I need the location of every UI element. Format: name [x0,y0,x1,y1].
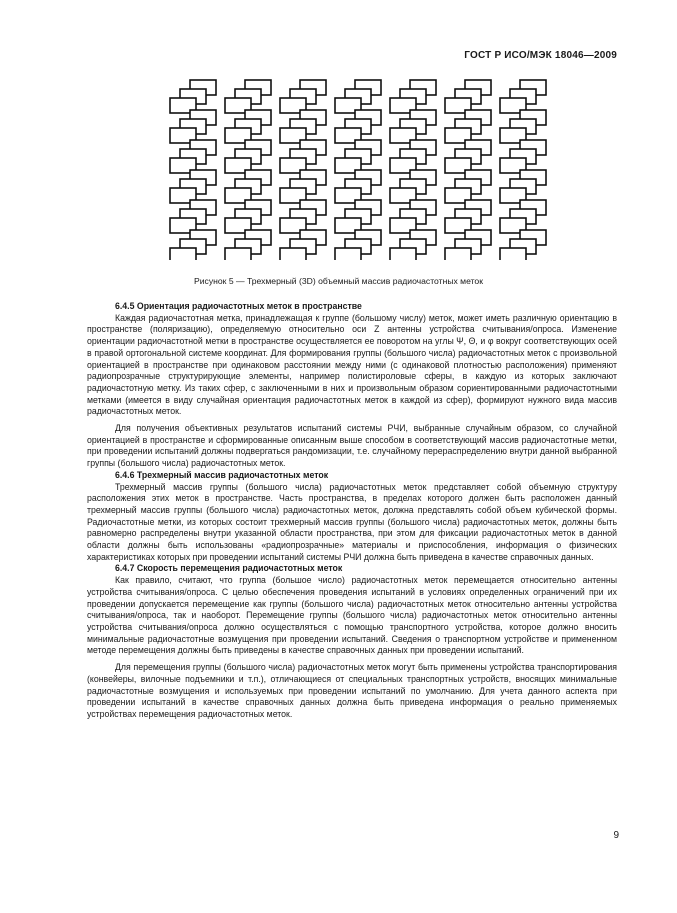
section-heading-6-4-7: 6.4.7 Скорость перемещения радиочастотных меток [115,563,343,574]
rfid-tag-box [335,248,361,260]
paragraph: Для перемещения группы (большого числа) радиочастотных меток могут быть применены устройства транспортирования (конвейеры, вилочные подъемники и т.п.), отличающиеся от специальных транспортных устройств, вносящих минимальные радиочастотные возмущения и используемых при проведении испытаний по умолчанию. Для учета данного аспекта при проведении испытаний в качестве справочных данных должна быть приведена информация о реально применяемых устройствах перемещения радиочастотных меток. [87,662,617,719]
rfid-tag-box [500,248,526,260]
tag-array-figure [168,78,550,260]
tag-array-diagram [168,78,550,260]
section-heading-6-4-5: 6.4.5 Ориентация радиочастотных меток в пространстве [115,301,362,311]
rfid-tag-box [445,248,471,260]
paragraph: Для получения объективных результатов испытаний системы РЧИ, выбранные случайным образом, со случайной ориентацией в пространстве и сформированные описанным выше способом в соответствующий массив радиочастотные метки, при проведении испытаний должны подвергаться рандомизации, т.е. случайному перераспределению внутри данной выбранной группы (большого числа) радиочастотных меток. [87,423,617,469]
paragraph: Каждая радиочастотная метка, принадлежащая к группе (большому числу) меток, может иметь различную ориентацию в пространстве (поляризацию), определяемую относительно оси Z антенны устройства считывания/опроса. Изменение ориентации радиочастотной метки в пространстве осуществляется ее поворотом на углы Ψ, Θ, и φ вокруг соответствующих осей в правой ортогональной системе координат. Для формирования группы (большого числа) радиочастотных меток с произвольной ориентацией в пространстве при одинаковом расстоянии между ними (с одинаковой плотностью расположения) применяют радиопрозрачные структурирующие элементы, например полистироловые сферы, в каждую из которых заключают радиочастотную метку. Из таких сфер, с заключенными в них и произвольным образом сориентированными радиочастотными метками (имеется в виду случайная ориентация радиочастотных меток в каждой из сфер), формируют нужного вида массив радиочастотных меток. [87,312,617,417]
paragraph: Трехмерный массив группы (большого числа) радиочастотных меток представляет собой объемную структуру расположения этих меток в пространстве. Часть пространства, в пределах которого должен быть расположен данный трехмерный массив группы (большого числа) радиочастотных меток, должна представлять собой объем кубической формы. Радиочастотные метки, из которых состоит трехмерный массив группы (большого числа) радиочастотных меток, должны быть равномерно распределены внутри указанной области пространства, при этом для фиксации радиочастотных меток в данной области должны быть использованы «радиопрозрачные» материалы и приспособления, информация о физических характеристиках которых при проведении испытаний системы РЧИ должна быть приведена в качестве справочных данных. [87,481,617,562]
document-header: ГОСТ Р ИСО/МЭК 18046—2009 [464,50,617,61]
rfid-tag-box [170,248,196,260]
page-number: 9 [613,830,619,841]
rfid-tag-box [225,248,251,260]
body-text [87,301,617,721]
section-heading-6-4-6: 6.4.6 Трехмерный массив радиочастотных меток [115,469,329,480]
rfid-tag-box [390,248,416,260]
paragraph: Как правило, считают, что группа (большое число) радиочастотных меток перемещается относительно антенны устройства считывания/опроса. С целью обеспечения проведения испытаний в условиях определенных ограничений при их проведении допускается перемещение как группы (большого числа) радиочастотных меток относительно антенны устройства считывания/опроса, так и наоборот. Перемещение группы (большого числа) радиочастотных меток относительно антенны устройства считывания/опроса должно осуществляться с помощью транспортного устройства, которое должно вносить минимальные радиочастотные возмущения при проведении испытаний. Сведения о транспортном устройстве и примененном методе перемещения должны быть приведены в качестве справочных данных при проведении испытаний. [87,575,617,656]
rfid-tag-box [280,248,306,260]
figure-caption: Рисунок 5 — Трехмерный (3D) объемный массив радиочастотных меток [194,276,483,286]
